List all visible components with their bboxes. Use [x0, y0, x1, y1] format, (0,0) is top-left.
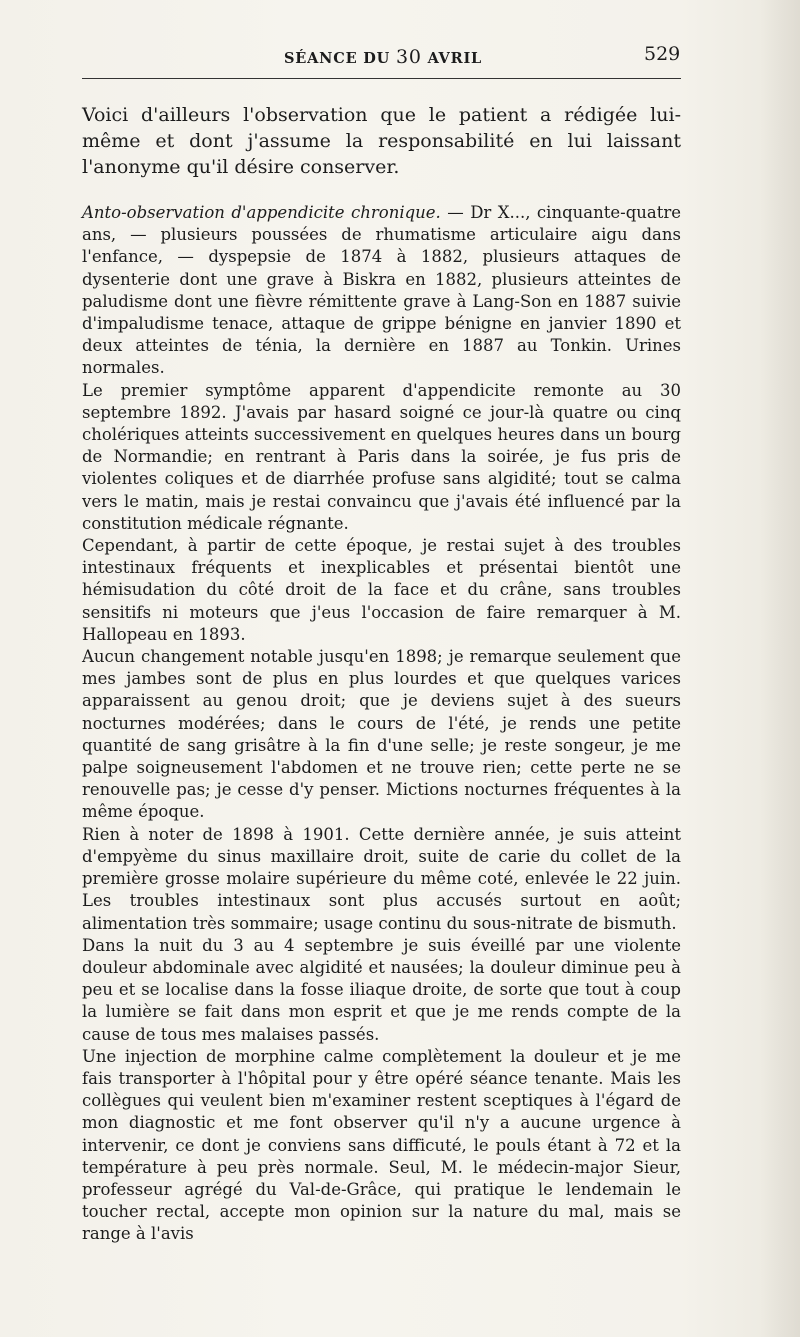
intro-paragraph: Voici d'ailleurs l'observation que le patient a rédigée lui-même et dont j'assume la responsabilité en lui laissant l'anonyme qu'il désire conserver.: [82, 104, 681, 178]
paragraph-1: [82, 202, 681, 380]
observation-title: Anto-observation d'appendicite chronique.: [82, 203, 441, 222]
observation-section: [82, 202, 681, 1246]
page-edge-shadow: [760, 0, 800, 1337]
paragraph-6: Dans la nuit du 3 au 4 septembre je suis éveillé par une violente douleur abdominale avec algidité et nausées; la douleur diminue peu à peu et se localise dans la fosse iliaque droite, de sorte que tout à coup la lumière se fait dans mon esprit et que je me rends compte de la cause de tous mes malaises passés.: [82, 935, 681, 1044]
paragraph-1-text: — Dr X..., cinquante-quatre ans, — plusieurs poussées de rhumatisme articulaire aigu dans l'enfance, — dyspepsie de 1874 à 1882, plusieurs attaques de dysenterie dont une grave à Biskra en 1882, plusieurs atteintes de paludisme dont une fièvre rémittente grave à Lang-Son en 1887 suivie d'impaludisme tenace, attaque de grippe bénigne en janvier 1890 et deux atteintes de ténia, la dernière en 1887 au Tonkin. Urines normales.: [82, 203, 682, 378]
paragraph-4: Aucun changement notable jusqu'en 1898; je remarque seulement que mes jambes sont de plus en plus lourdes et que quelques varices apparaissent au genou droit; que je deviens sujet à des sueurs nocturnes modérées; dans le cours de l'été, je rends une petite quantité de sang grisâtre à la fin d'une selle; je reste songeur, je me palpe soigneusement l'abdomen et ne trouve rien; cette perte ne se renouvelle pas; je cesse d'y penser. Mictions nocturnes fréquentes à la même époque.: [82, 647, 681, 822]
header-rule: [82, 78, 681, 79]
body-text: [82, 90, 681, 1246]
header-title: [284, 46, 482, 68]
paragraph-2: Le premier symptôme apparent d'appendicite remonte au 30 septembre 1892. J'avais par hasard soigné ce jour-là quatre ou cinq cholériques atteints successivement en quelques heures dans un bourg de Normandie; en rentrant à Paris dans la soirée, je fus pris de violentes coliques et de diarrhée profuse sans algidité; tout se calma vers le matin, mais je restai convaincu que j'avais été influencé par la constitution médicale régnante.: [82, 380, 681, 533]
paragraph-3: Cependant, à partir de cette époque, je restai sujet à des troubles intestinaux fréquents et inexplicables et présentai bientôt une hémisudation du côté droit de la face et du crâne, sans troubles sensitifs ni moteurs que j'eus l'occasion de faire remarquer à M. Hallopeau en 1893.: [82, 536, 681, 644]
header-title-prefix: SÉANCE DU: [284, 50, 396, 67]
paragraph-7: Une injection de morphine calme complètement la douleur et je me fais transporter à l'hôpital pour y être opéré séance tenante. Mais les collègues qui veulent bien m'examiner restent sceptiques à l'égard de mon diagnostic et me font observer qu'il n'y a aucune urgence à intervenir, ce dont je conviens sans difficuté, le pouls étant à 72 et la température à peu près normale. Seul, M. le médecin-major Sieur, professeur agrégé du Val-de-Grâce, qui pratique le lendemain le toucher rectal, accepte mon opinion sur la nature du mal, mais se range à l'avis: [82, 1046, 681, 1244]
paragraph-5: Rien à noter de 1898 à 1901. Cette dernière année, je suis atteint d'empyème du sinus maxillaire droit, suite de carie du collet de la première grosse molaire supérieure du même coté, enlevée le 22 juin. Les troubles intestinaux sont plus accusés surtout en août; alimentation très sommaire; usage continu du sous-nitrate de bismuth.: [82, 824, 681, 933]
page-number: 529: [644, 43, 681, 65]
header-title-day: 30: [395, 46, 422, 68]
header-title-suffix: AVRIL: [421, 50, 483, 67]
running-header: [0, 40, 800, 72]
